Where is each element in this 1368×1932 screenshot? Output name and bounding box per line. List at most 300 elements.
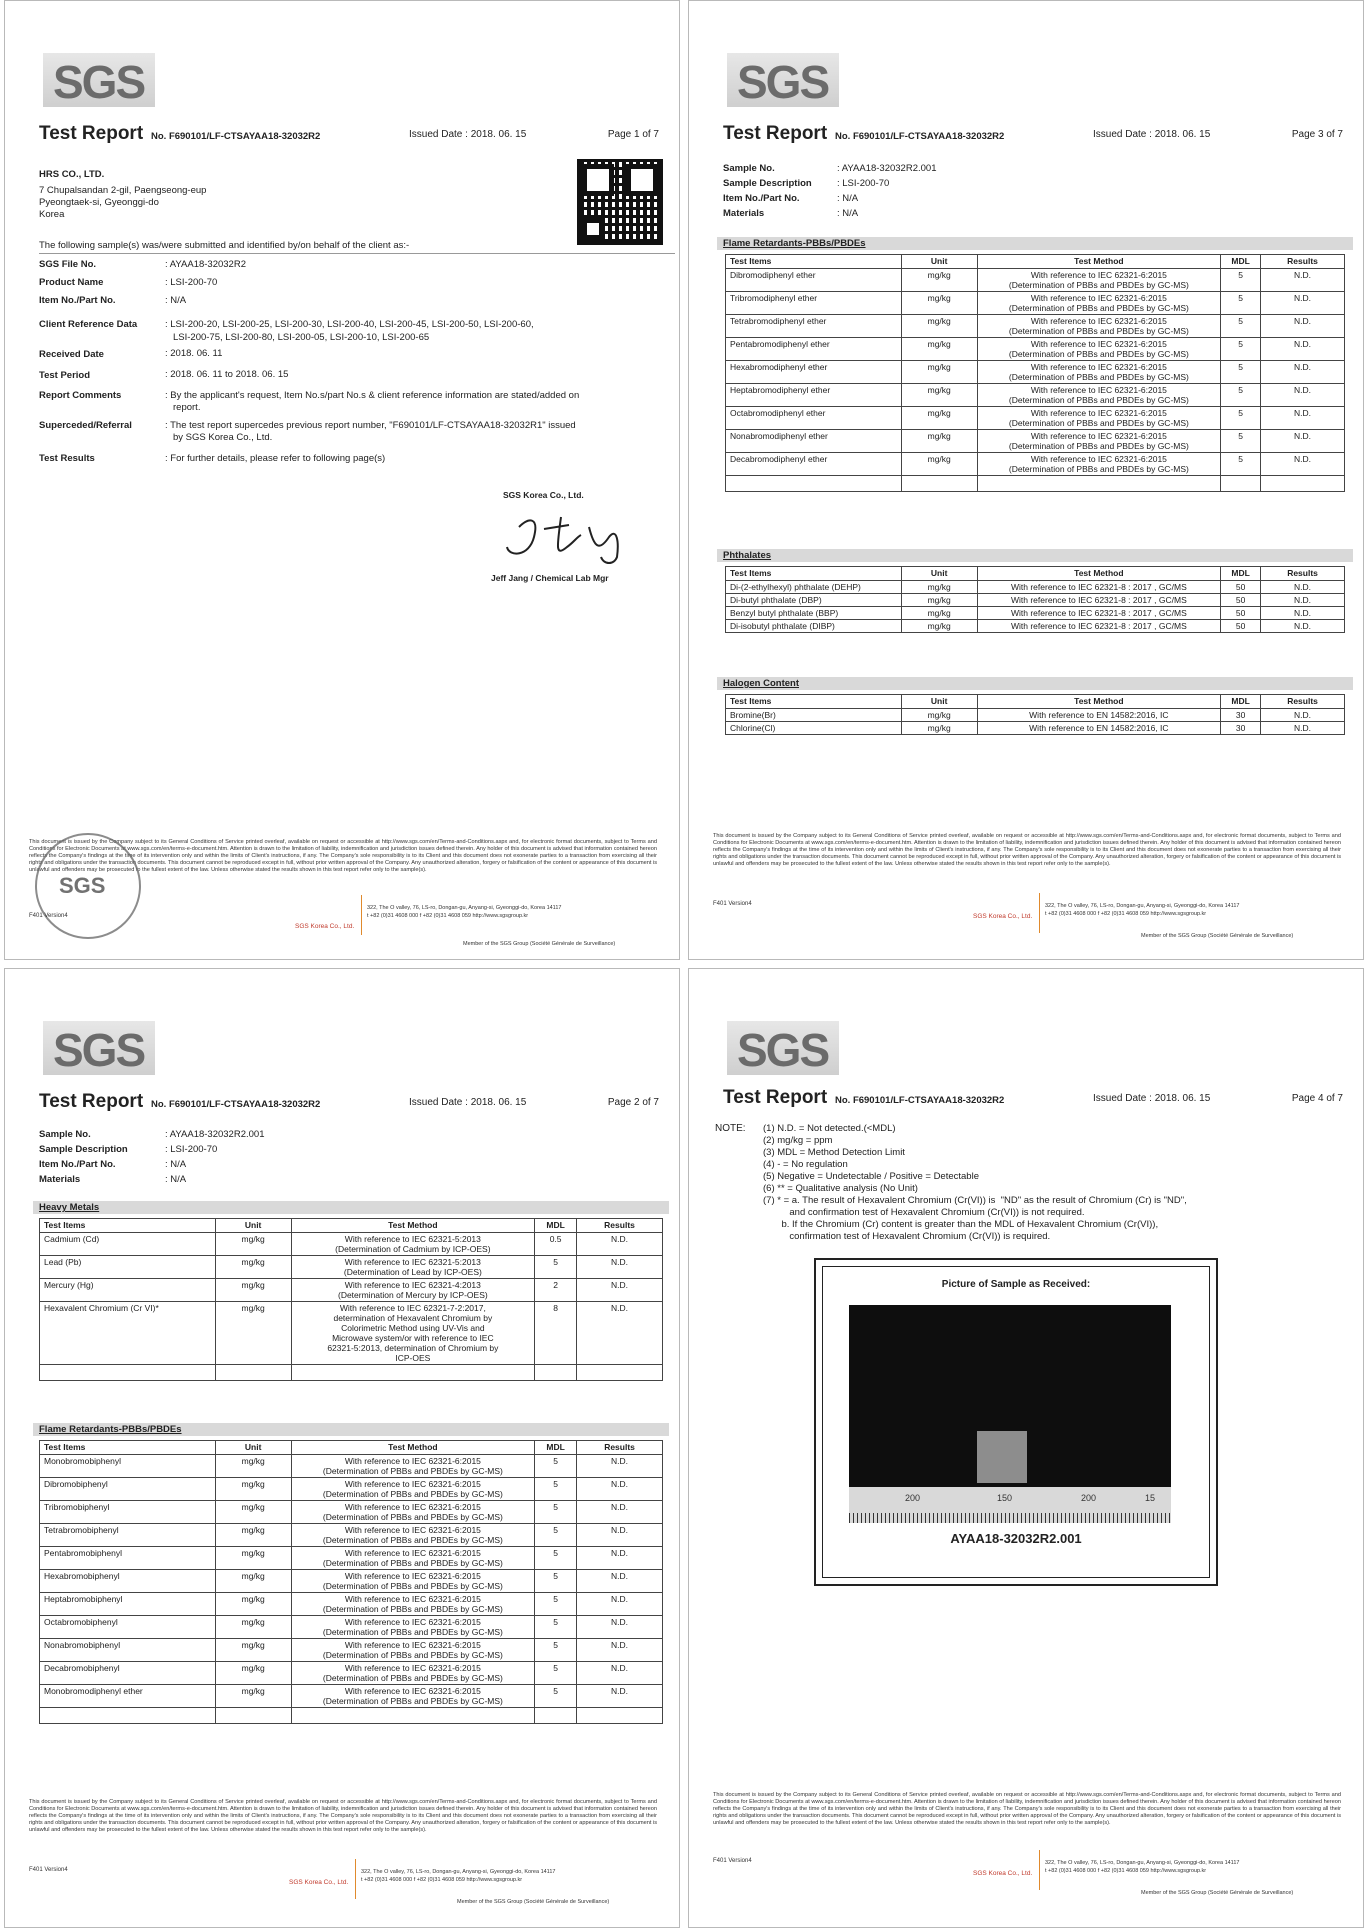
method-line: With reference to IEC 62321-6:2015 bbox=[1030, 339, 1167, 349]
method-line: ICP-OES bbox=[395, 1353, 431, 1363]
sample-value: : N/A bbox=[837, 208, 859, 219]
cell-result: N.D. bbox=[1261, 594, 1345, 607]
cell-unit: mg/kg bbox=[215, 1662, 291, 1685]
issued-date: Issued Date : 2018. 06. 15 bbox=[409, 1097, 527, 1108]
note-line: confirmation test of Hexavalent Chromium (Cr(VI)) is required. bbox=[763, 1231, 1051, 1242]
issued-date: Issued Date : 2018. 06. 15 bbox=[1093, 1093, 1211, 1104]
table-row-empty bbox=[726, 476, 1345, 492]
method-line: (Determination of PBBs and PBDEs by GC-MS) bbox=[322, 1650, 503, 1660]
cell-result: N.D. bbox=[577, 1455, 663, 1478]
method-line: With reference to IEC 62321-6:2015 bbox=[344, 1525, 481, 1535]
method-line: With reference to IEC 62321-8 : 2017 , GC/MS bbox=[1010, 608, 1187, 618]
method-line: With reference to EN 14582:2016, IC bbox=[1029, 710, 1169, 720]
signature-company: SGS Korea Co., Ltd. bbox=[503, 490, 584, 500]
cell-result: N.D. bbox=[1261, 620, 1345, 633]
table-row bbox=[726, 709, 1345, 722]
method-line: With reference to IEC 62321-6:2015 bbox=[344, 1663, 481, 1673]
cell-item: Hexavalent Chromium (Cr VI)* bbox=[40, 1302, 216, 1365]
legal-disclaimer: This document is issued by the Company subject to its General Conditions of Service printed overleaf, available on request or accessible at http://www.sgs.com/en/Terms-and-Conditions.aspx and, for electronic format documents, subject to Terms and Conditions for Electronic Documents at www.sgs.com/en/terms-e-document.htm. Attention is drawn to the limitation of liability, indemnification and jurisdiction issues defined therein. Any holder of this document is advised that information contained hereon reflects the Company's findings at the time of its intervention only and within the limits of Client's instructions, if any. The Company's sole responsibility is to its Client and this document does not exonerate parties to a transaction from exercising all their rights and obligations under the transaction documents. This document cannot be reproduced except in full, without prior written approval of the Company. Any unauthorized alteration, forgery or falsification of the content or appearance of this document is unlawful and offenders may be prosecuted to the fullest extent of the law. Unless otherwise stated the results shown in this test report refer only to the sample(s). bbox=[713, 833, 1341, 867]
cell-mdl: 5 bbox=[1221, 315, 1261, 338]
col-header: Unit bbox=[901, 567, 977, 581]
sample-caption: AYAA18-32032R2.001 bbox=[950, 1531, 1082, 1546]
cell-result: N.D. bbox=[577, 1279, 663, 1302]
col-header: Unit bbox=[215, 1219, 291, 1233]
cell-mdl: 5 bbox=[535, 1547, 577, 1570]
signer-name: Jeff Jang / Chemical Lab Mgr bbox=[491, 573, 609, 583]
cell-item: Decabromodiphenyl ether bbox=[726, 453, 902, 476]
sgs-seal-stamp: SGS bbox=[35, 833, 141, 939]
cell-unit: mg/kg bbox=[215, 1501, 291, 1524]
table-row bbox=[726, 361, 1345, 384]
method-line: With reference to IEC 62321-8 : 2017 , GC/MS bbox=[1010, 582, 1187, 592]
ruler bbox=[849, 1487, 1171, 1523]
table-row bbox=[40, 1593, 663, 1616]
cell-unit: mg/kg bbox=[215, 1302, 291, 1365]
cell-result: N.D. bbox=[1261, 361, 1345, 384]
cell-result: N.D. bbox=[1261, 709, 1345, 722]
col-header: Results bbox=[1261, 567, 1345, 581]
cell-unit: mg/kg bbox=[215, 1685, 291, 1708]
cell-result: N.D. bbox=[577, 1639, 663, 1662]
field-value: : For further details, please refer to following page(s) bbox=[165, 453, 386, 464]
cell-item: Nonabromobiphenyl bbox=[40, 1639, 216, 1662]
field-label: Test Results bbox=[39, 453, 95, 464]
cell-item: Dibromobiphenyl bbox=[40, 1478, 216, 1501]
cell-method bbox=[977, 594, 1221, 607]
note-line: b. If the Chromium (Cr) content is greater than the MDL of Hexavalent Chromium (Cr(VI)), bbox=[763, 1219, 1159, 1230]
cell-mdl: 5 bbox=[535, 1524, 577, 1547]
table-row bbox=[726, 453, 1345, 476]
footer-address: 322, The O valley, 76, LS-ro, Dongan-gu, Anyang-si, Gyeonggi-do, Korea 14117 bbox=[1045, 903, 1240, 909]
footer-address: 322, The O valley, 76, LS-ro, Dongan-gu, Anyang-si, Gyeonggi-do, Korea 14117 bbox=[1045, 1860, 1240, 1866]
ruler-number: 200 bbox=[905, 1493, 921, 1503]
cell-item: Di-(2-ethylhexyl) phthalate (DEHP) bbox=[726, 581, 902, 594]
cell-method bbox=[977, 338, 1221, 361]
sample-label: Sample Description bbox=[723, 178, 812, 189]
table-row bbox=[40, 1455, 663, 1478]
method-line: With reference to EN 14582:2016, IC bbox=[1029, 723, 1169, 733]
cell-method bbox=[291, 1662, 535, 1685]
method-line: (Determination of PBBs and PBDEs by GC-MS) bbox=[1008, 418, 1189, 428]
note-line: (4) - = No regulation bbox=[763, 1159, 848, 1170]
page-number: Page 4 of 7 bbox=[1291, 1093, 1343, 1104]
method-line: (Determination of PBBs and PBDEs by GC-MS) bbox=[322, 1696, 503, 1706]
field-value: : N/A bbox=[165, 295, 187, 306]
cell-method bbox=[291, 1501, 535, 1524]
table-row bbox=[40, 1279, 663, 1302]
method-line: With reference to IEC 62321-5:2013 bbox=[344, 1257, 481, 1267]
sample-piece bbox=[977, 1431, 1027, 1483]
cell-result: N.D. bbox=[1261, 430, 1345, 453]
method-line: With reference to IEC 62321-6:2015 bbox=[344, 1502, 481, 1512]
method-line: With reference to IEC 62321-6:2015 bbox=[344, 1571, 481, 1581]
note-line: (3) MDL = Method Detection Limit bbox=[763, 1147, 905, 1158]
col-header: Unit bbox=[901, 695, 977, 709]
cell-method bbox=[977, 292, 1221, 315]
legal-disclaimer: This document is issued by the Company subject to its General Conditions of Service printed overleaf, available on request or accessible at http://www.sgs.com/en/Terms-and-Conditions.aspx and, for electronic format documents, subject to Terms and Conditions for Electronic Documents at www.sgs.com/en/terms-e-document.htm. Attention is drawn to the limitation of liability, indemnification and jurisdiction issues defined therein. Any holder of this document is advised that information contained hereon reflects the Company's findings at the time of its intervention only and within the limits of Client's instructions, if any. The Company's sole responsibility is to its Client and this document does not exonerate parties to a transaction from exercising all their rights and obligations under the transaction documents. This document cannot be reproduced except in full, without prior written approval of the Company. Any unauthorized alteration, forgery or falsification of the content or appearance of this document is unlawful and offenders may be prosecuted to the fullest extent of the law. Unless otherwise stated the results shown in this test report refer only to the sample(s). bbox=[29, 1799, 657, 1833]
cell-unit: mg/kg bbox=[901, 620, 977, 633]
report-page-4-footer bbox=[688, 1728, 1364, 1928]
method-line: (Determination of PBBs and PBDEs by GC-MS) bbox=[1008, 464, 1189, 474]
method-line: (Determination of PBBs and PBDEs by GC-MS) bbox=[1008, 280, 1189, 290]
cell-method bbox=[977, 453, 1221, 476]
footer-divider bbox=[355, 1859, 356, 1899]
cell-result: N.D. bbox=[577, 1501, 663, 1524]
cell-method bbox=[291, 1685, 535, 1708]
method-line: (Determination of PBBs and PBDEs by GC-MS) bbox=[322, 1466, 503, 1476]
footer-member: Member of the SGS Group (Société Générale de Surveillance) bbox=[1141, 933, 1294, 939]
qr-code-icon bbox=[577, 159, 663, 245]
cell-mdl: 5 bbox=[1221, 453, 1261, 476]
sgs-logo: SGS bbox=[727, 53, 839, 107]
sample-picture-frame bbox=[814, 1258, 1218, 1586]
table-row bbox=[726, 269, 1345, 292]
method-line: (Determination of PBBs and PBDEs by GC-MS) bbox=[322, 1558, 503, 1568]
method-line: With reference to IEC 62321-6:2015 bbox=[344, 1456, 481, 1466]
cell-method bbox=[291, 1593, 535, 1616]
cell-unit: mg/kg bbox=[901, 407, 977, 430]
cell-mdl: 5 bbox=[535, 1455, 577, 1478]
col-header: Test Method bbox=[977, 567, 1221, 581]
cell-method bbox=[977, 430, 1221, 453]
cell-method bbox=[977, 384, 1221, 407]
col-header: MDL bbox=[1221, 567, 1261, 581]
section-title-phthalates: Phthalates bbox=[717, 549, 1353, 562]
table-row-empty bbox=[40, 1708, 663, 1724]
cell-mdl: 0.5 bbox=[535, 1233, 577, 1256]
note-line: (2) mg/kg = ppm bbox=[763, 1135, 833, 1146]
cell-unit: mg/kg bbox=[901, 430, 977, 453]
method-line: 62321-5:2013, determination of Chromium by bbox=[327, 1343, 499, 1353]
cell-unit: mg/kg bbox=[215, 1478, 291, 1501]
pbb-table bbox=[39, 1440, 663, 1724]
footer-phone: t +82 (0)31 4608 000 f +82 (0)31 4608 059 http://www.sgsgroup.kr bbox=[367, 913, 529, 919]
client-address-3: Korea bbox=[39, 209, 65, 220]
cell-mdl: 5 bbox=[535, 1639, 577, 1662]
cell-item: Lead (Pb) bbox=[40, 1256, 216, 1279]
method-line: (Determination of PBBs and PBDEs by GC-MS) bbox=[1008, 326, 1189, 336]
table-row bbox=[40, 1478, 663, 1501]
field-value: : AYAA18-32032R2 bbox=[165, 259, 246, 270]
note-line: (5) Negative = Undetectable / Positive = Detectable bbox=[763, 1171, 979, 1182]
col-header: Results bbox=[1261, 695, 1345, 709]
method-line: With reference to IEC 62321-6:2015 bbox=[1030, 362, 1167, 372]
page-number: Page 2 of 7 bbox=[607, 1097, 659, 1108]
col-header: Test Method bbox=[291, 1219, 535, 1233]
cell-method bbox=[977, 620, 1221, 633]
cell-unit: mg/kg bbox=[215, 1524, 291, 1547]
cell-method bbox=[977, 361, 1221, 384]
signature-image bbox=[499, 507, 649, 567]
col-header: Test Items bbox=[40, 1219, 216, 1233]
cell-result: N.D. bbox=[1261, 453, 1345, 476]
footer-address: 322, The O valley, 76, LS-ro, Dongan-gu, Anyang-si, Gyeonggi-do, Korea 14117 bbox=[361, 1869, 556, 1875]
legal-disclaimer: This document is issued by the Company subject to its General Conditions of Service printed overleaf, available on request or accessible at http://www.sgs.com/en/Terms-and-Conditions.aspx and, for electronic format documents, subject to Terms and Conditions for Electronic Documents at www.sgs.com/en/terms-e-document.htm. Attention is drawn to the limitation of liability, indemnification and jurisdiction issues defined therein. Any holder of this document is advised that information contained hereon reflects the Company's findings at the time of its intervention only and within the limits of Client's instructions, if any. The Company's sole responsibility is to its Client and this document does not exonerate parties to a transaction from exercising all their rights and obligations under the transaction documents. This document cannot be reproduced except in full, without prior written approval of the Company. Any unauthorized alteration, forgery or falsification of the content or appearance of this document is unlawful and offenders may be prosecuted to the fullest extent of the law. Unless otherwise stated the results shown in this test report refer only to the sample(s). bbox=[29, 839, 657, 873]
sample-label: Sample Description bbox=[39, 1144, 128, 1155]
col-header: Results bbox=[577, 1219, 663, 1233]
cell-result: N.D. bbox=[577, 1593, 663, 1616]
footer-divider bbox=[1039, 1850, 1040, 1890]
table-row bbox=[726, 581, 1345, 594]
table-row bbox=[40, 1233, 663, 1256]
method-line: With reference to IEC 62321-6:2015 bbox=[344, 1686, 481, 1696]
cell-mdl: 5 bbox=[1221, 269, 1261, 292]
cell-method bbox=[977, 709, 1221, 722]
method-line: With reference to IEC 62321-5:2013 bbox=[344, 1234, 481, 1244]
method-line: (Determination of PBBs and PBDEs by GC-MS) bbox=[1008, 441, 1189, 451]
ruler-number: 15 bbox=[1145, 1493, 1156, 1503]
method-line: (Determination of Mercury by ICP-OES) bbox=[337, 1290, 488, 1300]
table-row bbox=[726, 594, 1345, 607]
method-line: With reference to IEC 62321-6:2015 bbox=[344, 1617, 481, 1627]
method-line: (Determination of PBBs and PBDEs by GC-MS) bbox=[322, 1489, 503, 1499]
footer-company: SGS Korea Co., Ltd. bbox=[295, 923, 355, 930]
cell-item: Mercury (Hg) bbox=[40, 1279, 216, 1302]
cell-unit: mg/kg bbox=[215, 1547, 291, 1570]
form-version: F401 Version4 bbox=[29, 1867, 68, 1873]
cell-method bbox=[291, 1616, 535, 1639]
cell-result: N.D. bbox=[577, 1616, 663, 1639]
cell-unit: mg/kg bbox=[215, 1256, 291, 1279]
sgs-logo: SGS bbox=[43, 1021, 155, 1075]
report-number: No. F690101/LF-CTSAYAA18-32032R2 bbox=[835, 131, 1005, 142]
col-header: Results bbox=[577, 1441, 663, 1455]
issued-date: Issued Date : 2018. 06. 15 bbox=[1093, 129, 1211, 140]
cell-item: Octabromobiphenyl bbox=[40, 1616, 216, 1639]
field-value-cont: by SGS Korea Co., Ltd. bbox=[173, 432, 273, 443]
cell-unit: mg/kg bbox=[901, 722, 977, 735]
report-title: Test Report bbox=[723, 1087, 828, 1108]
note-line: (7) * = a. The result of Hexavalent Chromium (Cr(VI)) is "ND" as the result of Chromium (Cr) is "ND", bbox=[763, 1195, 1187, 1206]
cell-unit: mg/kg bbox=[215, 1455, 291, 1478]
table-row bbox=[40, 1570, 663, 1593]
cell-mdl: 5 bbox=[535, 1662, 577, 1685]
method-line: (Determination of PBBs and PBDEs by GC-MS) bbox=[1008, 303, 1189, 313]
method-line: With reference to IEC 62321-6:2015 bbox=[344, 1479, 481, 1489]
table-row bbox=[40, 1501, 663, 1524]
method-line: With reference to IEC 62321-6:2015 bbox=[344, 1548, 481, 1558]
cell-unit: mg/kg bbox=[901, 453, 977, 476]
table-row bbox=[40, 1685, 663, 1708]
cell-item: Tetrabromodiphenyl ether bbox=[726, 315, 902, 338]
cell-method bbox=[977, 269, 1221, 292]
field-value-cont: LSI-200-75, LSI-200-80, LSI-200-05, LSI-200-10, LSI-200-65 bbox=[173, 332, 430, 343]
method-line: (Determination of PBBs and PBDEs by GC-MS) bbox=[322, 1535, 503, 1545]
footer-company: SGS Korea Co., Ltd. bbox=[973, 913, 1033, 920]
intro-text: The following sample(s) was/were submitted and identified by/on behalf of the client as:- bbox=[39, 240, 410, 251]
cell-result: N.D. bbox=[1261, 292, 1345, 315]
section-title-pbde: Flame Retardants-PBBs/PBDEs bbox=[717, 237, 1353, 250]
note-line: and confirmation test of Hexavalent Chromium (Cr(VI)) is not required. bbox=[763, 1207, 1085, 1218]
sample-label: Item No./Part No. bbox=[39, 1159, 116, 1170]
cell-item: Di-isobutyl phthalate (DIBP) bbox=[726, 620, 902, 633]
form-version: F401 Version4 bbox=[713, 901, 752, 907]
cell-item: Benzyl butyl phthalate (BBP) bbox=[726, 607, 902, 620]
cell-result: N.D. bbox=[1261, 722, 1345, 735]
report-page-1 bbox=[4, 0, 680, 960]
cell-mdl: 5 bbox=[535, 1478, 577, 1501]
method-line: With reference to IEC 62321-6:2015 bbox=[1030, 293, 1167, 303]
sample-label: Materials bbox=[723, 208, 765, 219]
cell-unit: mg/kg bbox=[215, 1639, 291, 1662]
table-row bbox=[726, 620, 1345, 633]
cell-unit: mg/kg bbox=[901, 338, 977, 361]
cell-method bbox=[291, 1570, 535, 1593]
ruler-number: 150 bbox=[997, 1493, 1013, 1503]
cell-mdl: 2 bbox=[535, 1279, 577, 1302]
cell-mdl: 5 bbox=[1221, 407, 1261, 430]
col-header: Test Method bbox=[291, 1441, 535, 1455]
footer-phone: t +82 (0)31 4608 000 f +82 (0)31 4608 059 http://www.sgsgroup.kr bbox=[1045, 911, 1207, 917]
field-value: : The test report supercedes previous report number, "F690101/LF-CTSAYAA18-32032R1" issued bbox=[165, 420, 576, 431]
cell-result: N.D. bbox=[1261, 338, 1345, 361]
cell-method bbox=[291, 1547, 535, 1570]
cell-result: N.D. bbox=[577, 1685, 663, 1708]
section-title-heavy-metals: Heavy Metals bbox=[33, 1201, 669, 1214]
cell-unit: mg/kg bbox=[215, 1279, 291, 1302]
method-line: (Determination of PBBs and PBDEs by GC-MS) bbox=[322, 1581, 503, 1591]
cell-method bbox=[977, 407, 1221, 430]
col-header: MDL bbox=[1221, 695, 1261, 709]
cell-method bbox=[291, 1279, 535, 1302]
table-row bbox=[726, 315, 1345, 338]
legal-disclaimer: This document is issued by the Company subject to its General Conditions of Service printed overleaf, available on request or accessible at http://www.sgs.com/en/Terms-and-Conditions.aspx and, for electronic format documents, subject to Terms and Conditions for Electronic Documents at www.sgs.com/en/terms-e-document.htm. Attention is drawn to the limitation of liability, indemnification and jurisdiction issues defined therein. Any holder of this document is advised that information contained hereon reflects the Company's findings at the time of its intervention only and within the limits of Client's instructions, if any. The Company's sole responsibility is to its Client and this document does not exonerate parties to a transaction from exercising all their rights and obligations under the transaction documents. This document cannot be reproduced except in full, without prior written approval of the Company. Any unauthorized alteration, forgery or falsification of the content or appearance of this document is unlawful and offenders may be prosecuted to the fullest extent of the law. Unless otherwise stated the results shown in this test report refer only to the sample(s). bbox=[713, 1792, 1341, 1826]
cell-mdl: 50 bbox=[1221, 607, 1261, 620]
cell-item: Tetrabromobiphenyl bbox=[40, 1524, 216, 1547]
sample-value: : AYAA18-32032R2.001 bbox=[837, 163, 937, 174]
col-header: Test Method bbox=[977, 255, 1221, 269]
method-line: With reference to IEC 62321-8 : 2017 , GC/MS bbox=[1010, 621, 1187, 631]
cell-mdl: 5 bbox=[1221, 361, 1261, 384]
table-row bbox=[40, 1256, 663, 1279]
table-row bbox=[726, 430, 1345, 453]
cell-item: Pentabromobiphenyl bbox=[40, 1547, 216, 1570]
sample-picture-inner bbox=[822, 1266, 1210, 1578]
cell-mdl: 30 bbox=[1221, 722, 1261, 735]
sgs-logo: SGS bbox=[727, 1021, 839, 1075]
cell-item: Monobromodiphenyl ether bbox=[40, 1685, 216, 1708]
sample-value: : LSI-200-70 bbox=[837, 178, 890, 189]
col-header: MDL bbox=[1221, 255, 1261, 269]
ruler-number: 200 bbox=[1081, 1493, 1097, 1503]
cell-result: N.D. bbox=[1261, 269, 1345, 292]
cell-mdl: 5 bbox=[1221, 338, 1261, 361]
page-number: Page 3 of 7 bbox=[1291, 129, 1343, 140]
field-value: : LSI-200-20, LSI-200-25, LSI-200-30, LSI-200-40, LSI-200-45, LSI-200-50, LSI-200-60, bbox=[165, 319, 534, 330]
footer-member: Member of the SGS Group (Société Générale de Surveillance) bbox=[463, 941, 616, 947]
col-header: Unit bbox=[215, 1441, 291, 1455]
method-line: (Determination of Cadmium by ICP-OES) bbox=[335, 1244, 491, 1254]
client-name: HRS CO., LTD. bbox=[39, 169, 105, 180]
footer-company: SGS Korea Co., Ltd. bbox=[973, 1870, 1033, 1877]
method-line: (Determination of PBBs and PBDEs by GC-MS) bbox=[322, 1512, 503, 1522]
cell-mdl: 5 bbox=[535, 1256, 577, 1279]
method-line: With reference to IEC 62321-6:2015 bbox=[1030, 431, 1167, 441]
col-header: Test Items bbox=[726, 695, 902, 709]
cell-unit: mg/kg bbox=[901, 709, 977, 722]
cell-result: N.D. bbox=[1261, 581, 1345, 594]
cell-unit: mg/kg bbox=[215, 1233, 291, 1256]
cell-item: Hexabromobiphenyl bbox=[40, 1570, 216, 1593]
note-label: NOTE: bbox=[715, 1123, 746, 1134]
sample-label: Sample No. bbox=[723, 163, 775, 174]
cell-result: N.D. bbox=[577, 1524, 663, 1547]
cell-mdl: 50 bbox=[1221, 620, 1261, 633]
col-header: Unit bbox=[901, 255, 977, 269]
report-title: Test Report bbox=[723, 123, 828, 144]
method-line: With reference to IEC 62321-4:2013 bbox=[344, 1280, 481, 1290]
sgs-logo: SGS bbox=[43, 53, 155, 107]
cell-method bbox=[291, 1639, 535, 1662]
method-line: (Determination of PBBs and PBDEs by GC-MS) bbox=[322, 1627, 503, 1637]
method-line: With reference to IEC 62321-6:2015 bbox=[1030, 316, 1167, 326]
method-line: With reference to IEC 62321-6:2015 bbox=[1030, 385, 1167, 395]
phthalates-table bbox=[725, 566, 1345, 633]
col-header: Test Method bbox=[977, 695, 1221, 709]
cell-item: Heptabromobiphenyl bbox=[40, 1593, 216, 1616]
cell-result: N.D. bbox=[577, 1302, 663, 1365]
cell-method bbox=[977, 607, 1221, 620]
cell-mdl: 50 bbox=[1221, 581, 1261, 594]
cell-method bbox=[977, 581, 1221, 594]
report-header bbox=[723, 123, 1349, 147]
col-header: MDL bbox=[535, 1441, 577, 1455]
col-header: Test Items bbox=[40, 1441, 216, 1455]
table-row bbox=[726, 407, 1345, 430]
report-number: No. F690101/LF-CTSAYAA18-32032R2 bbox=[151, 1099, 321, 1110]
cell-item: Dibromodiphenyl ether bbox=[726, 269, 902, 292]
cell-unit: mg/kg bbox=[901, 269, 977, 292]
section-title-halogen: Halogen Content bbox=[717, 677, 1353, 690]
cell-mdl: 50 bbox=[1221, 594, 1261, 607]
report-header bbox=[39, 1091, 665, 1115]
cell-unit: mg/kg bbox=[901, 361, 977, 384]
cell-item: Chlorine(Cl) bbox=[726, 722, 902, 735]
method-line: Microwave system/or with reference to IEC bbox=[332, 1333, 494, 1343]
page-number: Page 1 of 7 bbox=[607, 129, 659, 140]
pbde-table bbox=[725, 254, 1345, 492]
cell-result: N.D. bbox=[1261, 407, 1345, 430]
client-address-1: 7 Chupalsandan 2-gil, Paengseong-eup bbox=[39, 185, 207, 196]
col-header: Results bbox=[1261, 255, 1345, 269]
cell-result: N.D. bbox=[577, 1478, 663, 1501]
table-row bbox=[726, 722, 1345, 735]
form-version: F401 Version4 bbox=[29, 913, 68, 919]
cell-method bbox=[291, 1233, 535, 1256]
cell-mdl: 5 bbox=[535, 1501, 577, 1524]
sample-label: Item No./Part No. bbox=[723, 193, 800, 204]
section-title-pbb: Flame Retardants-PBBs/PBDEs bbox=[33, 1423, 669, 1436]
field-label: Received Date bbox=[39, 349, 104, 360]
col-header: MDL bbox=[535, 1219, 577, 1233]
method-line: (Determination of PBBs and PBDEs by GC-MS) bbox=[322, 1673, 503, 1683]
cell-item: Bromine(Br) bbox=[726, 709, 902, 722]
field-label: Test Period bbox=[39, 370, 91, 381]
heavy-metals-table bbox=[39, 1218, 663, 1381]
footer-member: Member of the SGS Group (Société Générale de Surveillance) bbox=[457, 1899, 610, 1905]
cell-item: Pentabromodiphenyl ether bbox=[726, 338, 902, 361]
sample-label: Sample No. bbox=[39, 1129, 91, 1140]
cell-item: Decabromobiphenyl bbox=[40, 1662, 216, 1685]
method-line: determination of Hexavalent Chromium by bbox=[333, 1313, 493, 1323]
cell-result: N.D. bbox=[577, 1233, 663, 1256]
cell-item: Monobromobiphenyl bbox=[40, 1455, 216, 1478]
method-line: With reference to IEC 62321-8 : 2017 , GC/MS bbox=[1010, 595, 1187, 605]
cell-result: N.D. bbox=[577, 1662, 663, 1685]
cell-item: Heptabromodiphenyl ether bbox=[726, 384, 902, 407]
sample-label: Materials bbox=[39, 1174, 81, 1185]
table-row bbox=[40, 1302, 663, 1365]
